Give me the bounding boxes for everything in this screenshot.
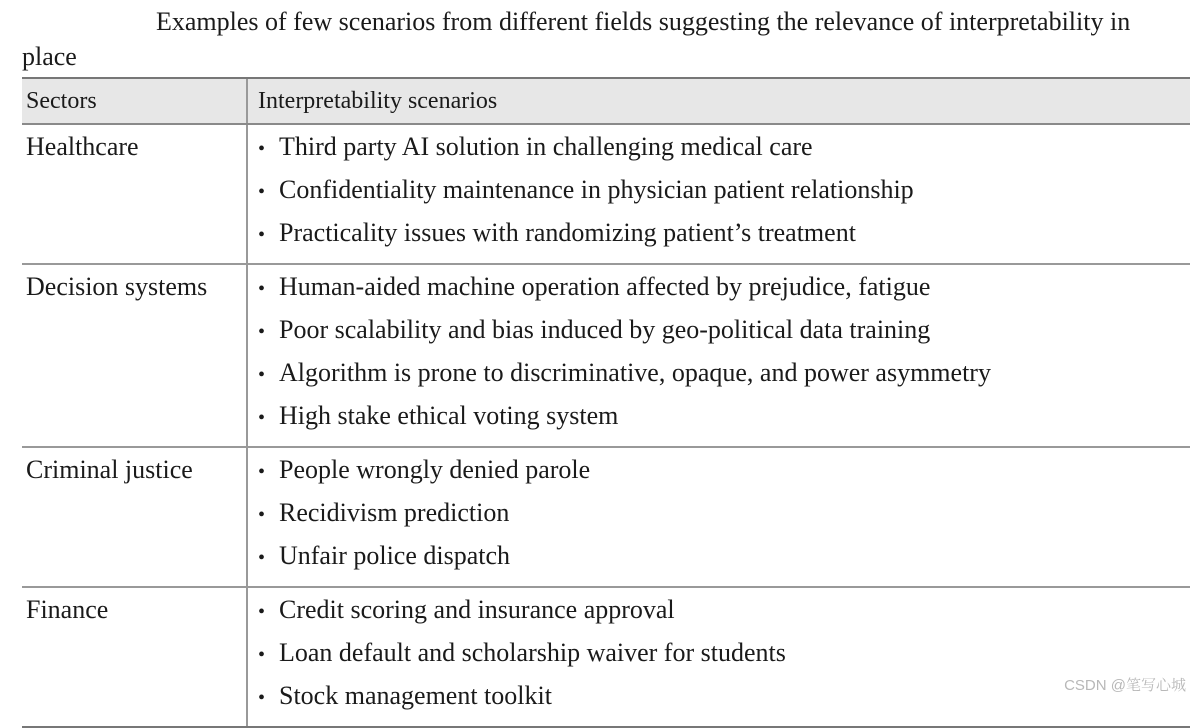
scenario-text: Loan default and scholarship waiver for students (279, 638, 786, 667)
list-item (258, 453, 1190, 496)
scenario-text: Stock management toolkit (279, 681, 552, 710)
scenarios-cell (248, 125, 1190, 263)
list-item (258, 173, 1190, 216)
bullet-icon: • (258, 321, 266, 343)
scenario-text: Practicality issues with randomizing patient’s treatment (279, 218, 856, 247)
scenarios-cell (248, 265, 1190, 446)
table-header-row (22, 79, 1190, 125)
scenario-text: Human-aided machine operation affected by prejudice, fatigue (279, 272, 931, 301)
list-item (258, 399, 1190, 442)
table-row (22, 588, 1190, 726)
bullet-icon: • (258, 138, 266, 160)
table-row (22, 265, 1190, 448)
bullet-icon: • (258, 461, 266, 483)
list-item (258, 356, 1190, 399)
table-row (22, 448, 1190, 588)
list-item (258, 539, 1190, 582)
bullet-icon: • (258, 181, 266, 203)
header-interpretability-scenarios: Interpretability scenarios (258, 88, 498, 114)
bullet-icon: • (258, 407, 266, 429)
list-item (258, 270, 1190, 313)
list-item (258, 496, 1190, 539)
list-item (258, 679, 1190, 722)
scenario-text: People wrongly denied parole (279, 455, 591, 484)
sector-cell: Criminal justice (22, 448, 248, 586)
list-item (258, 636, 1190, 679)
scenario-text: High stake ethical voting system (279, 401, 619, 430)
list-item (258, 216, 1190, 259)
scenarios-table (22, 77, 1190, 728)
sector-cell: Healthcare (22, 125, 248, 263)
table-row (22, 125, 1190, 265)
bullet-icon: • (258, 644, 266, 666)
scenarios-cell (248, 448, 1190, 586)
scenario-text: Poor scalability and bias induced by geo-political data training (279, 315, 931, 344)
bullet-icon: • (258, 504, 266, 526)
bullet-icon: • (258, 278, 266, 300)
bullet-icon: • (258, 547, 266, 569)
scenarios-cell (248, 588, 1190, 726)
scenario-text: Third party AI solution in challenging medical care (279, 132, 813, 161)
table-caption: Examples of few scenarios from different fields suggesting the relevance of interpretability in place (22, 7, 1131, 71)
sector-cell: Finance (22, 588, 248, 726)
bullet-icon: • (258, 687, 266, 709)
bullet-icon: • (258, 601, 266, 623)
bullet-icon: • (258, 224, 266, 246)
sector-cell: Decision systems (22, 265, 248, 446)
bullet-icon: • (258, 364, 266, 386)
watermark: CSDN @笔写心城 (1064, 677, 1186, 694)
list-item (258, 130, 1190, 173)
list-item (258, 313, 1190, 356)
scenario-text: Credit scoring and insurance approval (279, 595, 675, 624)
scenario-text: Unfair police dispatch (279, 541, 511, 570)
scenario-text: Confidentiality maintenance in physician patient relationship (279, 175, 914, 204)
list-item (258, 593, 1190, 636)
header-sectors: Sectors (22, 79, 248, 123)
scenario-text: Recidivism prediction (279, 498, 510, 527)
scenario-text: Algorithm is prone to discriminative, opaque, and power asymmetry (279, 358, 991, 387)
